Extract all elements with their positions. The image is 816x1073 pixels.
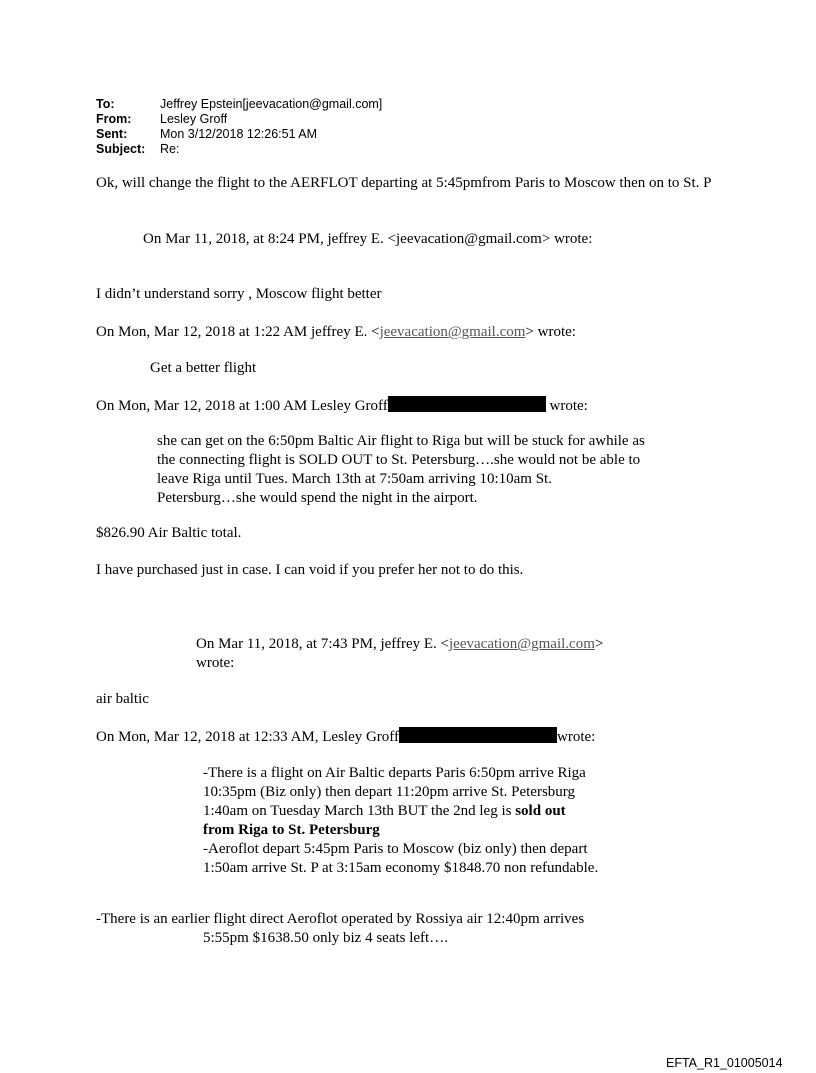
message-4: air baltic	[96, 691, 149, 707]
message-1: I didn’t understand sorry , Moscow flight better	[96, 286, 382, 302]
options-line: -There is a flight on Air Baltic departs Paris 6:50pm arrive Riga	[203, 765, 586, 781]
options-line3-plain: 1:40am on Tuesday March 13th BUT the 2nd leg is	[203, 803, 516, 819]
quote3-header	[96, 396, 588, 416]
quote5-suffix: wrote:	[557, 729, 596, 745]
quote2-prefix: On Mon, Mar 12, 2018 at 1:22 AM jeffrey E. <	[96, 324, 380, 340]
quote3-prefix: On Mon, Mar 12, 2018 at 1:00 AM Lesley Groff	[96, 398, 388, 414]
total-line: $826.90 Air Baltic total.	[96, 525, 242, 541]
sold-out-route: from Riga to St. Petersburg	[203, 822, 380, 838]
subject-value: Re:	[160, 142, 180, 156]
message-3-line: the connecting flight is SOLD OUT to St. Petersburg….she would not be able to	[157, 452, 641, 468]
quote4-email-link[interactable]: jeevacation@gmail.com	[449, 636, 595, 652]
sent-label: Sent:	[96, 127, 128, 141]
earlier-flight-line2: 5:55pm $1638.50 only biz 4 seats left….	[203, 930, 448, 946]
quote4-suffix: >	[594, 636, 604, 652]
header-from-row	[96, 112, 382, 127]
header-subject-row	[96, 142, 382, 157]
quote5-header	[96, 727, 595, 747]
quote4-header	[196, 635, 603, 654]
email-header	[96, 97, 382, 157]
redaction-box	[399, 727, 557, 743]
options-line: 1:50am arrive St. P at 3:15am economy $1848.70 non refundable.	[203, 860, 599, 876]
header-to-row	[96, 97, 382, 112]
message-3-line: Petersburg…she would spend the night in the airport.	[157, 490, 478, 506]
quote3-suffix: wrote:	[549, 398, 588, 414]
quote2-header	[96, 323, 576, 342]
header-sent-row	[96, 127, 382, 142]
from-label: From:	[96, 112, 132, 126]
purchased-line: I have purchased just in case. I can void if you prefer her not to do this.	[96, 562, 524, 578]
to-value: Jeffrey Epstein[jeevacation@gmail.com]	[160, 97, 383, 111]
quote4-prefix: On Mar 11, 2018, at 7:43 PM, jeffrey E. <	[196, 636, 450, 652]
message-3-line: leave Riga until Tues. March 13th at 7:50am arriving 10:10am St.	[157, 471, 552, 487]
quote5-prefix: On Mon, Mar 12, 2018 at 12:33 AM, Lesley Groff	[96, 729, 400, 745]
reply-text: Ok, will change the flight to the AERFLOT departing at 5:45pmfrom Paris to Moscow then on to St. P	[96, 175, 712, 191]
quote4-wrote: wrote:	[196, 655, 235, 671]
redaction-box	[388, 396, 546, 412]
options-line: 10:35pm (Biz only) then depart 11:20pm arrive St. Petersburg	[203, 784, 576, 800]
message-2: Get a better flight	[150, 360, 257, 376]
document-id: EFTA_R1_01005014	[666, 1056, 783, 1070]
message-3-line: she can get on the 6:50pm Baltic Air flight to Riga but will be stuck for awhile as	[157, 433, 645, 449]
earlier-flight-line1: -There is an earlier flight direct Aeroflot operated by Rossiya air 12:40pm arrives	[96, 911, 585, 927]
quote1-header: On Mar 11, 2018, at 8:24 PM, jeffrey E. <jeevacation@gmail.com> wrote:	[143, 231, 593, 247]
options-line: -Aeroflot depart 5:45pm Paris to Moscow (biz only) then depart	[203, 841, 588, 857]
sent-value: Mon 3/12/2018 12:26:51 AM	[160, 127, 318, 141]
to-label: To:	[96, 97, 115, 111]
options-line	[203, 802, 566, 821]
sold-out-text: sold out	[515, 803, 566, 819]
from-value: Lesley Groff	[160, 112, 228, 126]
quote2-suffix: > wrote:	[525, 324, 576, 340]
quote2-email-link[interactable]: jeevacation@gmail.com	[379, 324, 526, 340]
subject-label: Subject:	[96, 142, 146, 156]
